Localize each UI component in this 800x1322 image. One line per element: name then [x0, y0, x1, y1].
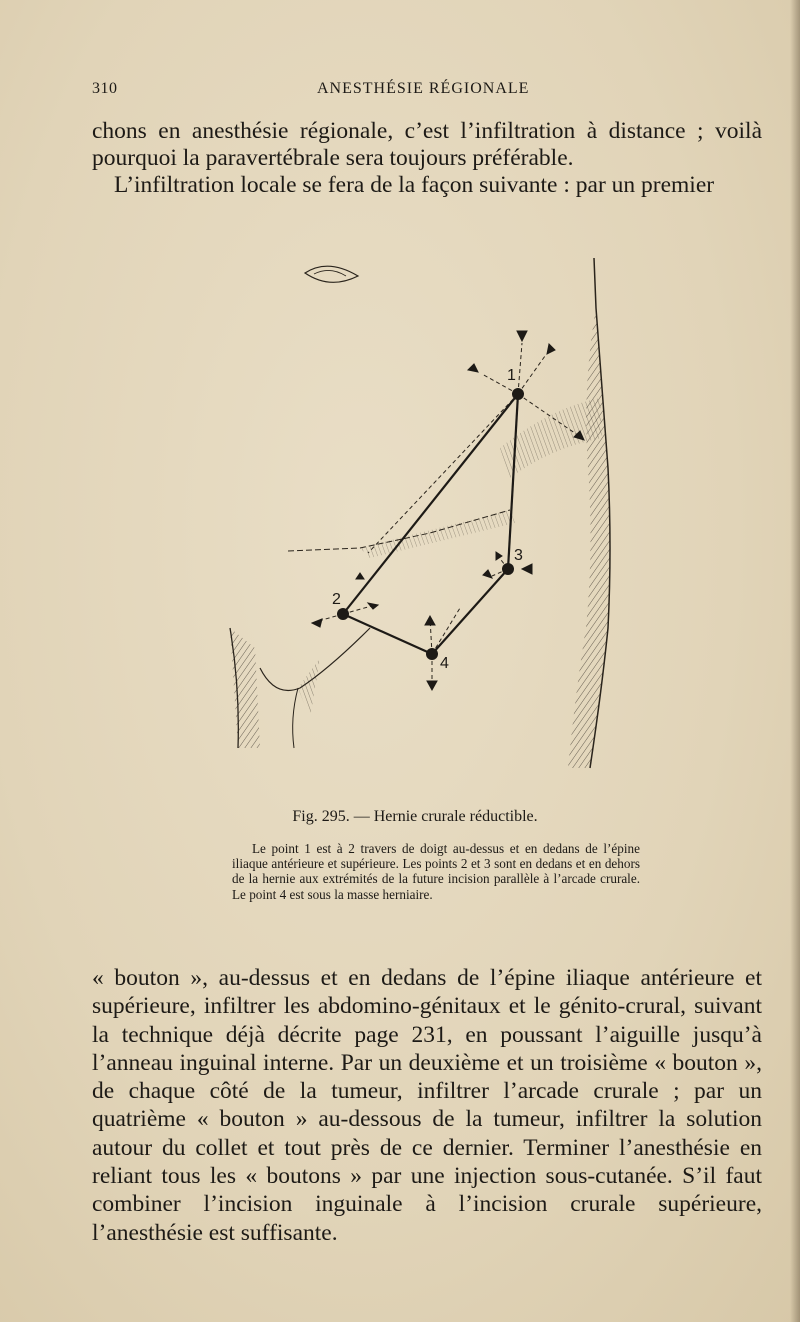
figure-legend-text: Le point 1 est à 2 travers de doigt au-dessus et en dedans de l’épine iliaque antérieure et supérieure. Les points 2 et 3 sont en dedans et en dehors de la hernie aux extrémités de la future incision parallèle à l’arcade crurale. Le point 4 est sous la masse herniaire.: [232, 841, 640, 902]
point-1-label: 1: [507, 367, 516, 384]
figure-295-illustration: [210, 248, 630, 788]
figure-caption: Fig. 295. — Hernie crurale réductible.: [292, 808, 538, 825]
top-text-block: [92, 118, 762, 199]
point-4-label: 4: [440, 655, 449, 672]
page-edge-shadow: [790, 0, 800, 1322]
top-paragraph-new: L’infiltration locale se fera de la façon suivante : par un premier: [114, 172, 715, 198]
point-1-dot: [512, 388, 524, 400]
point-2-dot: [337, 608, 349, 620]
running-title: ANESTHÉSIE RÉGIONALE: [317, 80, 530, 97]
figure-legend: [232, 841, 640, 902]
running-head: [92, 80, 704, 102]
thigh-contour: [230, 628, 370, 748]
point-3-dot: [502, 563, 514, 575]
top-paragraph-continuation: chons en anesthésie régionale, c’est l’infiltration à distance ; voilà pourquoi la paravertébrale sera toujours préférable.: [92, 118, 762, 171]
point-2-label: 2: [332, 591, 341, 608]
anatomical-diagram: [210, 248, 630, 788]
page-number: 310: [92, 80, 118, 97]
bottom-paragraph: « bouton », au-dessus et en dedans de l’épine iliaque antérieure et supérieure, infiltrer les abdomino-génitaux et le génito-crural, suivant la technique déjà décrite page 231, en poussant l’aiguille jusqu’à l’anneau inguinal interne. Par un deuxième et un troisième « bouton », de chaque côté de la tumeur, infiltrer l’arcade crurale ; par un quatrième « bouton » au-dessous de la tumeur, infiltrer la solution autour du collet et tout près de ce dernier. Terminer l’anesthésie en reliant tous les « boutons » par une injection sous-cutanée. S’il faut combiner l’incision inguinale à l’incision crurale supérieure, l’anesthésie est suffisante.: [92, 965, 762, 1246]
navel-sketch: [305, 266, 358, 282]
point-4-dot: [426, 648, 438, 660]
point-3-label: 3: [514, 547, 523, 564]
body-contour: [500, 258, 610, 768]
bottom-text-block: [92, 964, 762, 1247]
